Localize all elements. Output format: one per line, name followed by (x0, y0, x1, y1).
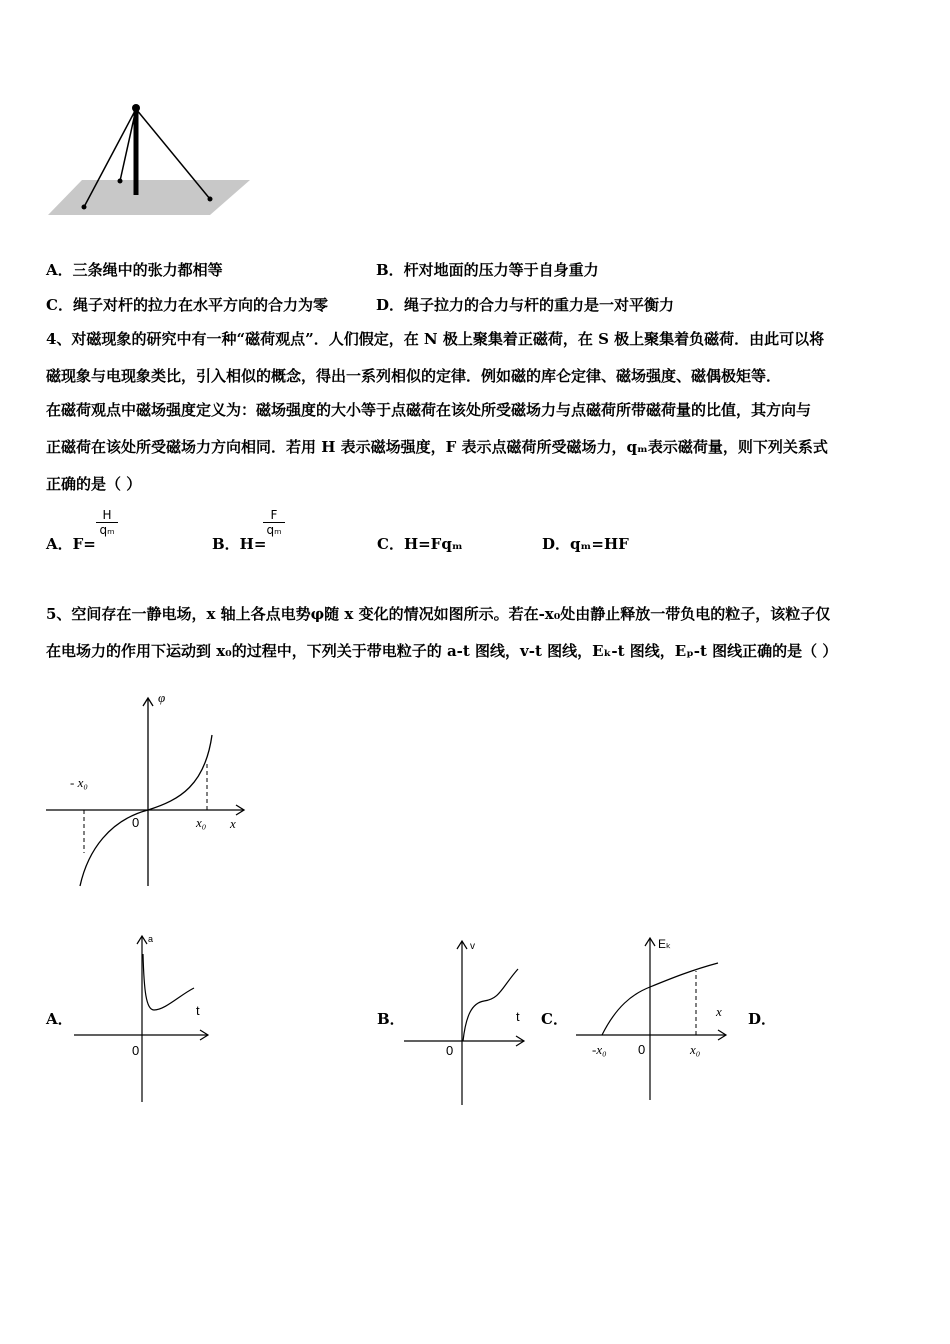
origin-label: 0 (132, 1043, 140, 1058)
q5-line-2: 在电场力的作用下运动到 x₀的过程中，下列关于带电粒子的 a-t 图线，v-t 图线，Eₖ-t 图线，Eₚ-t 图线正确的是（ ） (46, 642, 838, 660)
origin-label: 0 (446, 1043, 454, 1058)
q5-option-b-label: B． (377, 1010, 405, 1028)
q4-option-a-numerator: H (102, 508, 112, 522)
tripod-figure (40, 95, 260, 225)
q5-option-d-label: D． (748, 1010, 777, 1028)
neg-x0-label: - x₀ (70, 775, 88, 790)
x-axis-label: x (716, 1004, 722, 1019)
q3-option-c: C．绳子对杆的拉力在水平方向的合力为零 (46, 296, 328, 314)
q4-line-5: 正确的是（ ） (46, 475, 142, 493)
pos-x0-label: x₀ (690, 1042, 701, 1057)
q4-line-1: 4、对磁现象的研究中有一种“磁荷观点”．人们假定，在 N 极上聚集着正磁荷，在 S 极上聚集着负磁荷．由此可以将 (46, 330, 825, 348)
origin-label: 0 (638, 1042, 646, 1057)
q4-option-b-fraction (262, 508, 286, 537)
q4-option-a-label: A．F= (46, 535, 96, 553)
origin-label: 0 (132, 815, 140, 830)
q4-line-2: 磁现象与电现象类比，引入相似的概念，得出一系列相似的定律．例如磁的库仑定律、磁场强度、磁偶极矩等． (46, 367, 782, 385)
phi-axis-label: φ (158, 690, 166, 705)
q4-option-d: D．qₘ=HF (542, 535, 629, 553)
neg-x0-label: -x₀ (592, 1042, 607, 1057)
q4-line-4: 正磁荷在该处所受磁场力方向相同．若用 H 表示磁场强度，F 表示点磁荷所受磁场力，qₘ表示磁荷量，则下列关系式 (46, 438, 828, 456)
q4-line-3: 在磁荷观点中磁场强度定义为：磁场强度的大小等于点磁荷在该处所受磁场力与点磁荷所带磁荷量的比值，其方向与 (46, 401, 812, 419)
v-axis-label: v (470, 941, 475, 952)
q4-option-a-fraction (95, 508, 119, 537)
q5-option-a-label: A． (46, 1010, 73, 1028)
q5-option-c-label: C． (541, 1010, 568, 1028)
ek-axis-label: Eₖ (658, 937, 672, 951)
option-b-graph (400, 935, 535, 1110)
q4-option-a-denominator: qₘ (99, 523, 115, 537)
a-axis-label: a (148, 934, 154, 944)
t-axis-label: t (516, 1009, 520, 1024)
option-a-graph (70, 930, 220, 1105)
q5-line-1: 5、空间存在一静电场，x 轴上各点电势φ随 x 变化的情况如图所示。若在-x₀处由静止释放一带负电的粒子，该粒子仅 (46, 605, 831, 623)
x-axis-label: x (230, 816, 236, 831)
t-axis-label: t (196, 1003, 200, 1018)
option-c-graph (572, 932, 737, 1104)
q4-option-c: C．H=Fqₘ (377, 535, 463, 553)
q4-option-b-denominator: qₘ (266, 523, 282, 537)
q3-option-a: A．三条绳中的张力都相等 (46, 261, 223, 279)
q4-option-b-numerator: F (270, 508, 278, 522)
pos-x0-label: x₀ (196, 815, 207, 830)
q3-option-d: D．绳子拉力的合力与杆的重力是一对平衡力 (376, 296, 675, 314)
q4-option-b-label: B．H= (212, 535, 267, 553)
phi-x-graph (40, 690, 260, 890)
q3-option-b: B．杆对地面的压力等于自身重力 (376, 261, 599, 279)
